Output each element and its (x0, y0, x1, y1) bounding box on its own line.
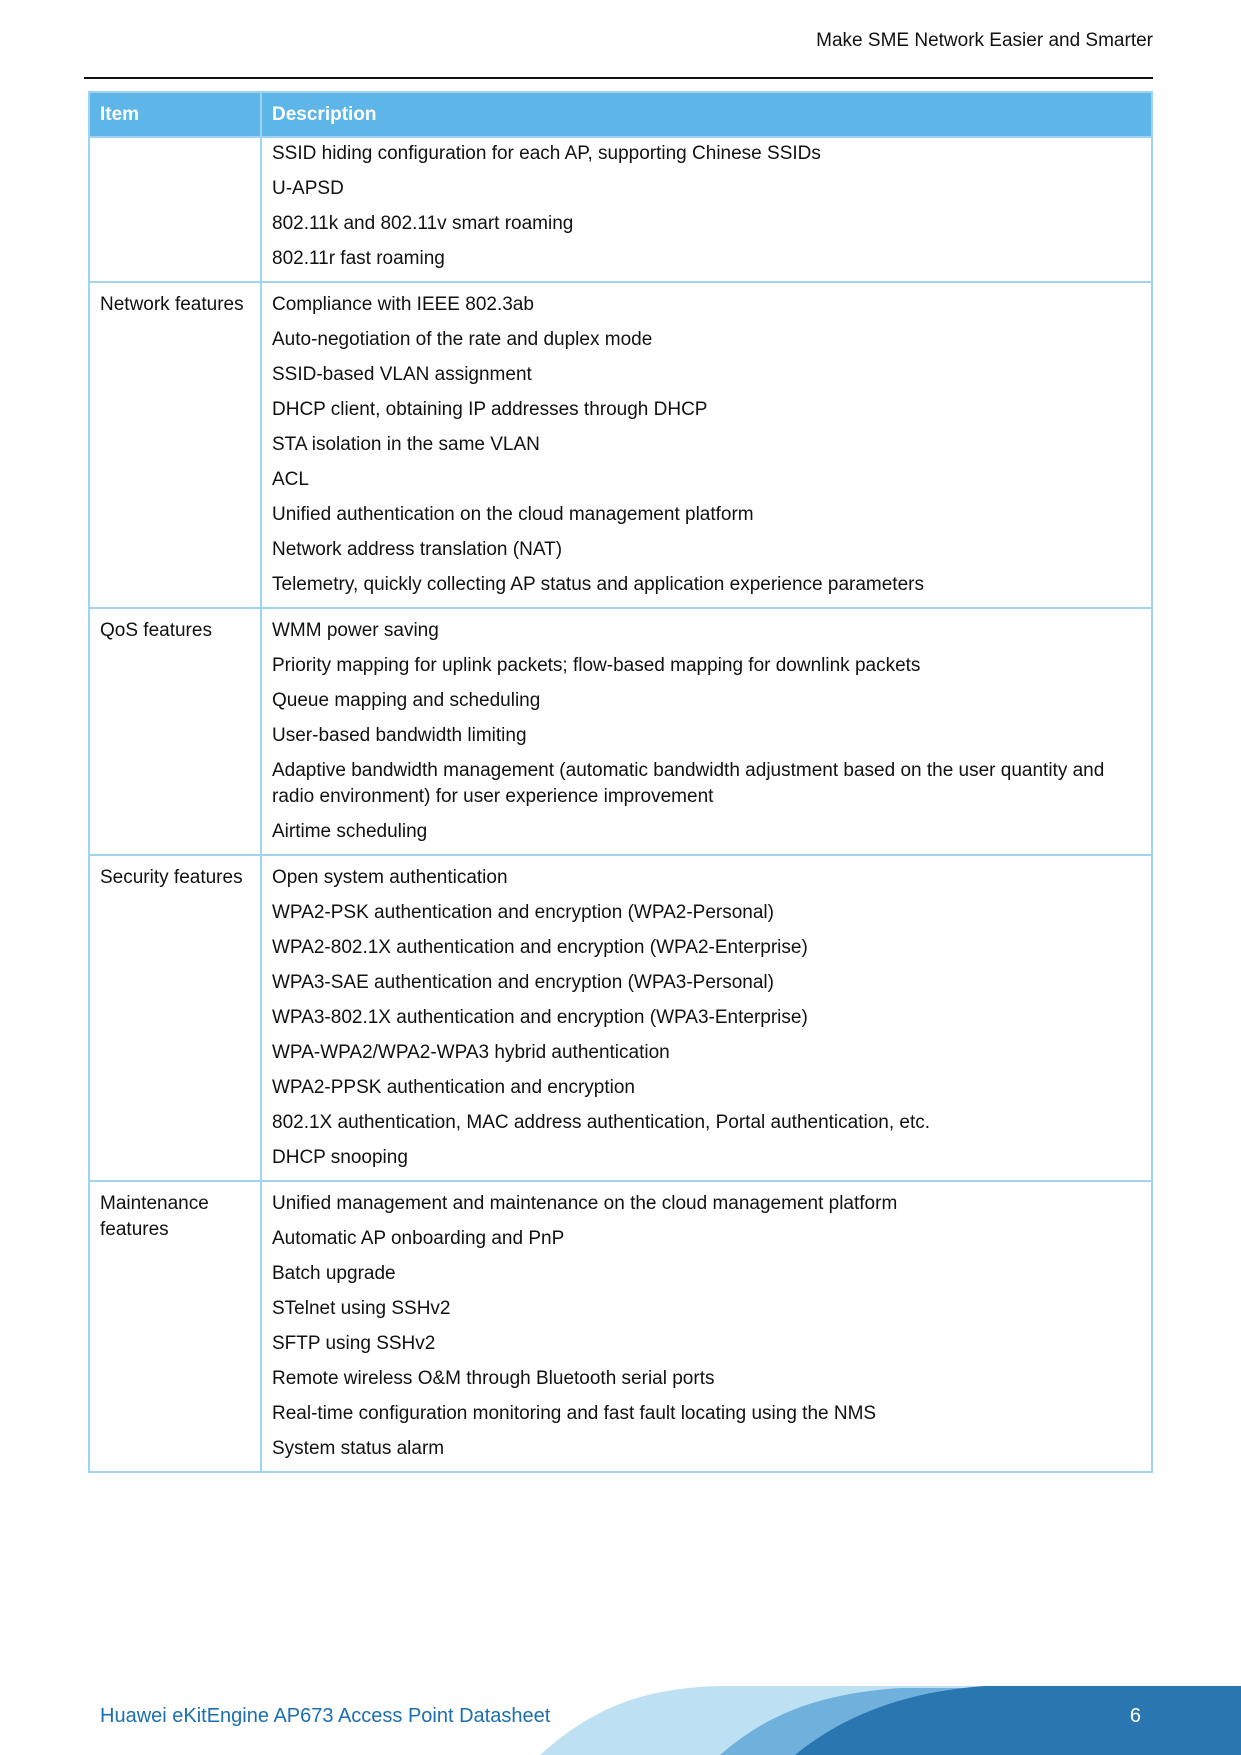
description-line: WMM power saving (272, 620, 439, 641)
description-line: WPA3-SAE authentication and encryption (WPA3-Personal) (272, 972, 774, 993)
table-row (89, 855, 1152, 1181)
description-line: Airtime scheduling (272, 821, 428, 842)
specification-table (88, 91, 1153, 1473)
table-row (89, 282, 1152, 608)
description-line: Queue mapping and scheduling (272, 690, 541, 711)
column-header-description: Description (261, 92, 1152, 137)
table-row (89, 1181, 1152, 1472)
description-line: Real-time configuration monitoring and fast fault locating using the NMS (272, 1403, 877, 1424)
description-line: Unified authentication on the cloud management platform (272, 504, 754, 525)
description-line: Telemetry, quickly collecting AP status and application experience parameters (272, 574, 924, 595)
description-line: STA isolation in the same VLAN (272, 434, 540, 455)
description-line: WPA2-PPSK authentication and encryption (272, 1077, 635, 1098)
description-line: 802.1X authentication, MAC address authentication, Portal authentication, etc. (272, 1112, 931, 1133)
description-line: Open system authentication (272, 867, 508, 888)
description-line: DHCP client, obtaining IP addresses through DHCP (272, 399, 708, 420)
description-line: Adaptive bandwidth management (automatic bandwidth adjustment based on the user quantity and radio environment) for user experience improvement (272, 760, 1105, 807)
item-cell: Network features (89, 282, 261, 608)
description-cell (261, 137, 1152, 282)
page-header-tagline: Make SME Network Easier and Smarter (816, 30, 1153, 51)
description-line: 802.11r fast roaming (272, 248, 445, 269)
description-line: WPA2-PSK authentication and encryption (WPA2-Personal) (272, 902, 774, 923)
table-row (89, 137, 1152, 282)
description-line: WPA2-802.1X authentication and encryption (WPA2-Enterprise) (272, 937, 808, 958)
description-cell (261, 1181, 1152, 1472)
footer-document-title: Huawei eKitEngine AP673 Access Point Datasheet (100, 1705, 551, 1727)
description-cell (261, 282, 1152, 608)
description-line: U-APSD (272, 178, 344, 199)
description-line: User-based bandwidth limiting (272, 725, 527, 746)
description-line: Batch upgrade (272, 1263, 396, 1284)
description-cell (261, 855, 1152, 1181)
item-cell: QoS features (89, 608, 261, 855)
table-header-row (89, 92, 1152, 137)
description-line: Compliance with IEEE 802.3ab (272, 294, 534, 315)
description-line: 802.11k and 802.11v smart roaming (272, 213, 574, 234)
item-cell: Maintenance features (89, 1181, 261, 1472)
description-line: Automatic AP onboarding and PnP (272, 1228, 565, 1249)
description-line: STelnet using SSHv2 (272, 1298, 451, 1319)
header-divider (84, 77, 1153, 79)
description-line: SFTP using SSHv2 (272, 1333, 436, 1354)
description-line: Remote wireless O&M through Bluetooth serial ports (272, 1368, 715, 1389)
item-cell: Security features (89, 855, 261, 1181)
description-line: DHCP snooping (272, 1147, 408, 1168)
description-line: SSID-based VLAN assignment (272, 364, 532, 385)
description-line: SSID hiding configuration for each AP, supporting Chinese SSIDs (272, 143, 821, 164)
description-line: WPA-WPA2/WPA2-WPA3 hybrid authentication (272, 1042, 670, 1063)
description-line: Network address translation (NAT) (272, 539, 563, 560)
page-number: 6 (1129, 1705, 1141, 1727)
table-row (89, 608, 1152, 855)
item-cell (89, 137, 261, 282)
description-line: WPA3-802.1X authentication and encryption (WPA3-Enterprise) (272, 1007, 808, 1028)
description-line: Priority mapping for uplink packets; flow-based mapping for downlink packets (272, 655, 921, 676)
column-header-item: Item (89, 92, 261, 137)
description-line: System status alarm (272, 1438, 445, 1459)
description-line: ACL (272, 469, 309, 490)
description-cell (261, 608, 1152, 855)
description-line: Auto-negotiation of the rate and duplex mode (272, 329, 653, 350)
table-body (89, 137, 1152, 1472)
description-line: Unified management and maintenance on the cloud management platform (272, 1193, 898, 1214)
